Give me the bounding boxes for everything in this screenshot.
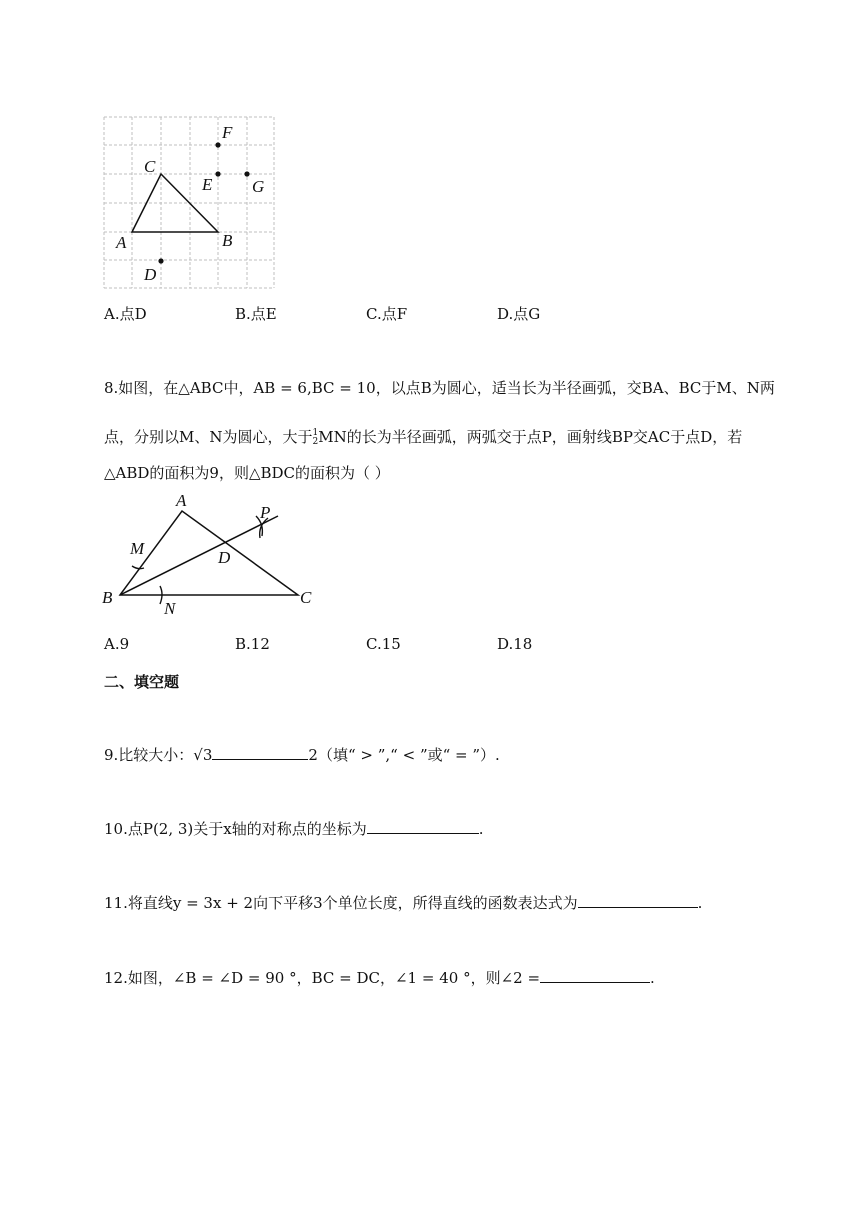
label-p: P (260, 503, 271, 522)
q8-line-3: △ABD的面积为9，则△BDC的面积为（ ） (104, 464, 390, 482)
q8-option-b: B.12 (235, 635, 270, 653)
q12-line (104, 967, 655, 988)
q7-option-a: A.点D (104, 305, 147, 323)
q9-text-a: 9.比较大小：√3 (104, 746, 213, 764)
q11-line (104, 892, 702, 913)
point-d (158, 258, 163, 263)
q8-line-2-b: MN的长为半径画弧，两弧交于点P，画射线BP交AC于点D，若 (318, 428, 743, 446)
label-d: D (218, 548, 231, 567)
q11-text-a: 11.将直线y = 3x + 2向下平移3个单位长度，所得直线的函数表达式为 (104, 894, 578, 912)
point-g (244, 171, 249, 176)
label-m: M (130, 539, 145, 558)
q11-answer-blank[interactable] (578, 893, 698, 908)
q11-text-b: . (697, 894, 703, 912)
q10-text-b: . (478, 820, 484, 838)
label-a: A (176, 491, 187, 510)
q10-answer-blank[interactable] (367, 819, 479, 834)
q12-text-b: . (650, 969, 655, 987)
q9-answer-blank[interactable] (212, 745, 308, 760)
label-b: B (222, 231, 233, 250)
label-f: F (222, 123, 233, 142)
q7-option-d: D.点G (497, 305, 541, 323)
label-e: E (202, 175, 213, 194)
q7-grid-figure (98, 112, 288, 298)
q8-line-1: 8.如图，在△ABC中，AB = 6,BC = 10，以点B为圆心，适当长为半径画弧，交BA、BC于M、N两 (104, 379, 775, 397)
label-c: C (144, 157, 156, 176)
q7-option-b: B.点E (235, 305, 277, 323)
q8-option-c: C.15 (366, 635, 401, 653)
section-2-title: 二、填空题 (104, 673, 180, 691)
label-d: D (144, 265, 157, 284)
q10-text-a: 10.点P(2, 3)关于x轴的对称点的坐标为 (104, 820, 367, 838)
label-a: A (116, 233, 127, 252)
q9-line (104, 744, 500, 765)
q8-line-2-a: 点，分别以M、N为圆心，大于 (104, 428, 313, 446)
q8-line-2 (104, 426, 742, 447)
q7-option-c: C.点F (366, 305, 408, 323)
q9-text-b: 2（填“ > ”,“ < ”或“ = ”）. (308, 746, 500, 764)
label-b: B (102, 588, 113, 607)
point-f (215, 142, 220, 147)
label-c: C (300, 588, 312, 607)
arc-m (132, 566, 144, 569)
q8-option-d: D.18 (497, 635, 533, 653)
label-n: N (164, 599, 176, 618)
q8-triangle-figure (98, 486, 330, 622)
q12-text-a: 12.如图，∠B = ∠D = 90 °，BC = DC，∠1 = 40 °，则∠2 = (104, 969, 541, 987)
q8-option-a: A.9 (104, 635, 130, 653)
label-g: G (252, 177, 265, 196)
point-e (215, 171, 220, 176)
q12-answer-blank[interactable] (540, 968, 650, 983)
fraction-one-half: 1 2 (312, 428, 319, 447)
q10-line (104, 818, 484, 839)
